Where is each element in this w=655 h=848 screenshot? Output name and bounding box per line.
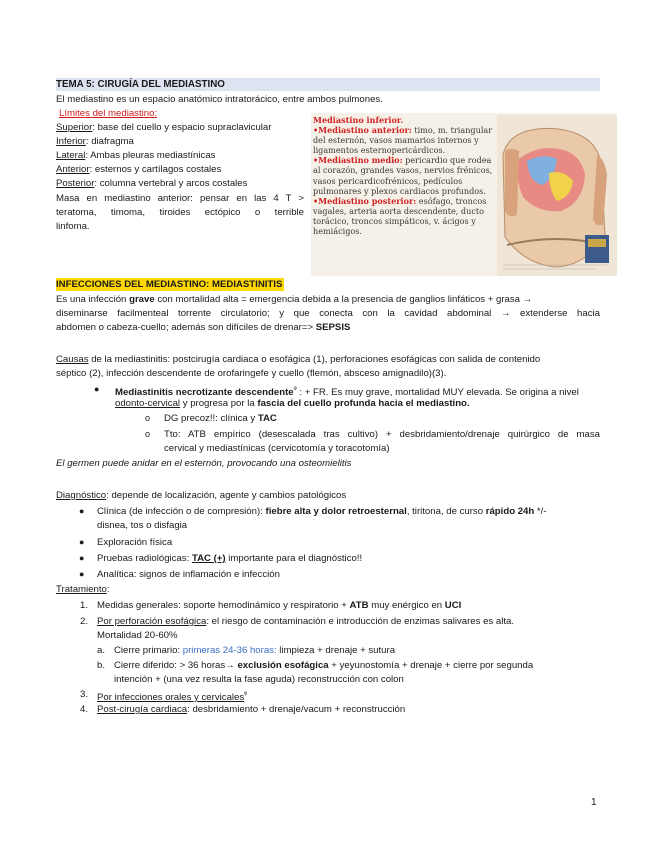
- mediastinum-illustration: [497, 115, 617, 276]
- figure-heading: Mediastino inferior.: [313, 115, 404, 125]
- figure-caption: [313, 115, 497, 236]
- limit-superior: [56, 122, 271, 135]
- text-bold: SEPSIS: [315, 322, 351, 333]
- text-bold: fascia del cuello profunda hacia el mediastino.: [257, 398, 470, 409]
- text: : depende de localización, agente y cambios patológicos: [106, 490, 347, 501]
- text: :: [106, 584, 110, 595]
- text: Cierre diferido: > 36 horas→: [114, 660, 238, 671]
- text: limpieza + drenaje + sutura: [276, 645, 396, 656]
- superscript-mark: ᵠ: [244, 691, 248, 698]
- superscript-mark: ᵠ: [293, 386, 297, 393]
- figure-anterior: [313, 125, 497, 155]
- mediastinum-figure: [311, 113, 617, 276]
- bullet-icon: ●: [94, 384, 100, 394]
- infections-paragraph-line: [56, 294, 532, 307]
- limit-label: Inferior: [56, 136, 86, 147]
- diagnosis-item: disnea, tos o disfagia: [97, 520, 188, 531]
- treatment-item: [97, 600, 461, 613]
- circle-bullet-icon: o: [145, 413, 151, 423]
- causes-label: Causas: [56, 354, 89, 365]
- diagnosis-item: Analítica: signos de inflamación e infección: [97, 569, 280, 580]
- list-letter: a.: [97, 645, 106, 656]
- treatment-item: Mortalidad 20-60%: [97, 630, 178, 641]
- figure-anterior-label: •Mediastino anterior:: [313, 125, 412, 136]
- figure-anterior-text: timo, m. triangular del esternón, vasos mamarios internos y ligamentos esternopericárdicos.: [313, 125, 493, 156]
- limit-inferior: [56, 136, 134, 149]
- list-number: 4.: [80, 704, 89, 715]
- mass-note-line: Masa en mediastino anterior: pensar en las 4 T >: [56, 193, 304, 204]
- list-number: 2.: [80, 616, 89, 627]
- limit-text: : base del cuello y espacio supraclavicular: [92, 122, 272, 133]
- sub-bullet-tto: cervical y mediastínicas (cervicotomía y toracotomía): [164, 443, 390, 454]
- treatment-subitem: intención + (una vez resulta la fase aguda) reconstrucción con colon: [114, 674, 404, 685]
- text: importante para el diagnóstico!!: [225, 553, 363, 564]
- limit-anterior: [56, 164, 221, 177]
- bullet-icon: ●: [79, 569, 85, 579]
- list-number: 3.: [80, 689, 89, 700]
- text-bold: UCI: [444, 600, 462, 611]
- limits-heading: Límites del mediastino:: [59, 108, 158, 119]
- title-text: TEMA 5: CIRUGÍA DEL MEDIASTINO: [56, 79, 225, 90]
- treatment-subitem: [114, 660, 533, 673]
- text: , tiritona, de curso: [406, 506, 486, 517]
- page-title: [56, 78, 600, 91]
- treatment-item: [97, 616, 514, 629]
- limit-text: : columna vertebral y arcos costales: [94, 178, 248, 189]
- figure-medio: [313, 155, 497, 195]
- text: Medidas generales: soporte hemodinámico y respiratorio +: [97, 600, 350, 611]
- text-bold: rápido 24h: [485, 506, 535, 517]
- treatment-label-text: Tratamiento: [56, 584, 107, 595]
- treatment-subitem: [114, 645, 395, 658]
- text-blue: primeras 24-36 horas:: [182, 645, 277, 656]
- text: DG precoz!!: clínica y: [164, 413, 258, 424]
- sub-bullet-dg: [164, 413, 277, 426]
- text: Cierre primario:: [114, 645, 183, 656]
- italic-note: El germen puede anidar en el esternón, provocando una osteomielitis: [56, 458, 352, 469]
- text-bold: fiebre alta y dolor retroesternal: [265, 506, 407, 517]
- limit-lateral: [56, 150, 215, 163]
- text-bold: exclusión esofágica: [237, 660, 329, 671]
- circle-bullet-icon: o: [145, 429, 151, 439]
- limit-posterior: [56, 178, 247, 191]
- text-underline: Por perforación esofágica: [97, 616, 207, 627]
- text: Pruebas radiológicas:: [97, 553, 192, 564]
- bullet-icon: ●: [79, 553, 85, 563]
- text-underline: Por infecciones orales y cervicales: [97, 692, 245, 704]
- text: abdomen o cabeza-cuello; además son difíciles de drenar=>: [56, 322, 316, 333]
- sub-bullet-tto: Tto: ATB empírico (desescalada tras cultivo) + desbridamiento/drenaje quirúrgico de masa: [164, 429, 600, 440]
- causes-line: [56, 354, 540, 367]
- mass-note-line: linfoma.: [56, 221, 90, 232]
- limit-label: Posterior: [56, 178, 95, 189]
- text-bold: Mediastinitis necrotizante descendente: [115, 387, 294, 399]
- intro-text: El mediastino es un espacio anatómico intratorácico, entre ambos pulmones.: [56, 94, 383, 105]
- text: con mortalidad alta = emergencia debida a la presencia de ganglios linfáticos + grasa →: [154, 294, 533, 305]
- page-number: 1: [591, 797, 597, 808]
- mass-note-line: teratoma, timoma, tiroides ectópico o terrible: [56, 207, 304, 218]
- limit-text: : Ambas pleuras mediastínicas: [85, 150, 216, 161]
- diagnosis-label: Diagnóstico: [56, 490, 107, 501]
- bullet-icon: ●: [79, 537, 85, 547]
- figure-medio-text: pericardio que rodea al corazón, grandes vasos, nervios frénicos, vasos pericardicofrénicos, pedículos pulmonares y plexos cardiacos profundos.: [313, 155, 493, 196]
- causes-line: séptico (2), infección descendente de orofaringefe y cuello (flemón, absceso amignadilo)(3).: [56, 368, 447, 379]
- text: : desbridamiento + drenaje/vacum + reconstrucción: [187, 704, 406, 715]
- diagnosis-item: Exploración física: [97, 537, 173, 548]
- text: : + FR. Es muy grave, mortalidad MUY elevada. Se origina a nivel: [296, 387, 579, 399]
- figure-posterior-label: •Mediastino posterior:: [313, 195, 417, 206]
- list-number: 1.: [80, 600, 89, 611]
- text-bold: TAC (+): [191, 553, 226, 564]
- text-underline: odonto-cervical: [115, 398, 181, 409]
- diagnosis-item: [97, 506, 547, 519]
- text: + yeyunostomía + drenaje + cierre por segunda: [328, 660, 534, 671]
- infections-paragraph-line: diseminarse facilmenteal torrente circulatorio; y que conecta con la cavidad abdominal → extenderse hacia: [56, 308, 600, 319]
- limit-text: : esternos y cartílagos costales: [89, 164, 222, 175]
- text: */-: [534, 506, 547, 517]
- figure-posterior: [313, 196, 497, 236]
- text: y progresa por la: [180, 398, 258, 409]
- figure-posterior-text: esófago, troncos vagales, arteria aorta descendente, ducto torácico, troncos simpáticos, v. ácigos y hemiácigos.: [313, 195, 487, 237]
- infections-paragraph-line: [56, 322, 350, 335]
- text-bold: TAC: [257, 413, 277, 424]
- text-bold: ATB: [349, 600, 369, 611]
- treatment-label: [56, 584, 110, 597]
- text: Es una infección: [56, 294, 130, 305]
- treatment-item: [97, 704, 405, 717]
- limit-label: Superior: [56, 122, 93, 133]
- text: : el riesgo de contaminación e introducción de enzimas salivares es alta.: [206, 616, 515, 627]
- limit-text: : diafragma: [85, 136, 134, 147]
- text: de la mediastinitis: postcirugía cardiaca o esofágica (1), perforaciones esofágicas con salida de contenido: [88, 354, 541, 365]
- bullet-icon: ●: [79, 506, 85, 516]
- section-heading-infections: INFECCIONES DEL MEDIASTINO: MEDIASTINITIS: [56, 279, 283, 290]
- treatment-item: [97, 689, 247, 705]
- diagnosis-line: [56, 490, 346, 503]
- limit-label: Anterior: [56, 164, 90, 175]
- text: Clínica (de infección o de compresión):: [97, 506, 266, 517]
- text-bold: grave: [129, 294, 155, 305]
- text-underline: Post-cirugía cardiaca: [97, 704, 188, 715]
- figure-medio-label: •Mediastino medio:: [313, 155, 403, 166]
- diagnosis-item: [97, 553, 362, 566]
- text: muy enérgico en: [368, 600, 445, 611]
- list-letter: b.: [97, 660, 106, 671]
- necrotizing-line: [115, 398, 470, 411]
- limit-label: Lateral: [56, 150, 86, 161]
